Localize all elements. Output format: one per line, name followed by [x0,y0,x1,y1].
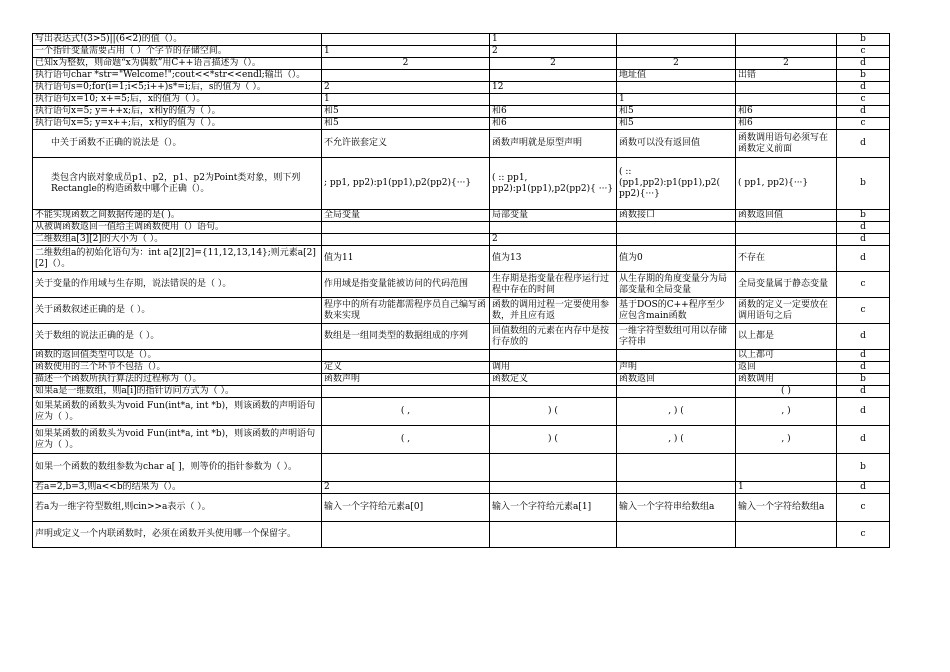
option-b-cell: 函数的调用过程一定要使用参数，并且应有返 [490,298,617,324]
option-c-cell: 2 [617,58,736,70]
option-a-cell: 和5 [322,106,490,118]
table-row [33,494,890,522]
option-d-cell: ( pp1, pp2){···} [736,158,837,210]
option-d-cell: 返回 [736,362,837,374]
option-b-cell [490,222,617,234]
option-c-cell: 1 [617,94,736,106]
option-b-cell: ) ( [490,398,617,426]
answer-cell: d [837,426,890,454]
option-d-cell [736,454,837,482]
answer-cell: c [837,118,890,130]
option-c-cell: 一维字符型数组可用以存储字符串 [617,324,736,350]
option-b-cell: ( :: pp1, pp2):p1(pp1),p2(pp2){ ···} [490,158,617,210]
question-cell: 执行语句char *str="Welcome!";cout<<*str<<endl;输出（）。 [33,70,322,82]
option-b-cell: 和6 [490,118,617,130]
table-row [33,58,890,70]
answer-cell: b [837,210,890,222]
answer-cell: d [837,82,890,94]
table-row [33,482,890,494]
option-a-cell: 程序中的所有功能都需程序员自己编写函数来实现 [322,298,490,324]
option-d-cell: 输入一个字符给数组a [736,494,837,522]
answer-cell: b [837,454,890,482]
option-c-cell: , ) ( [617,398,736,426]
option-c-cell: , ) ( [617,426,736,454]
table-row [33,222,890,234]
table-row [33,210,890,222]
answer-cell: b [837,34,890,46]
question-cell: 执行语句s=0;for(i=1;i<5;i++)s*=i;后，s的值为（ ）。 [33,82,322,94]
option-c-cell [617,222,736,234]
question-cell: 如果某函数的函数头为void Fun(int*a, int *b)，则该函数的声明语句应为（ ）。 [33,426,322,454]
answer-cell: d [837,246,890,272]
option-b-cell: ) ( [490,426,617,454]
option-c-cell: 和5 [617,118,736,130]
question-cell: 中关于函数不正确的说法是（）。 [33,130,322,158]
question-cell: 从被调函数返回一值给主调函数使用（）语句。 [33,222,322,234]
question-cell: 如果a是一维数组，则a[i]的指针访问方式为（ ）。 [33,386,322,398]
option-b-cell: 2 [490,58,617,70]
answer-cell: c [837,522,890,548]
table-row [33,454,890,482]
answer-cell: d [837,350,890,362]
answer-cell: d [837,362,890,374]
option-a-cell: 不允许嵌套定义 [322,130,490,158]
option-a-cell: ; pp1, pp2):p1(pp1),p2(pp2){···} [322,158,490,210]
question-table [32,33,890,548]
option-d-cell: 全局变量属于静态变量 [736,272,837,298]
option-d-cell [736,46,837,58]
option-c-cell [617,482,736,494]
answer-cell: c [837,298,890,324]
option-a-cell [322,222,490,234]
option-b-cell [490,522,617,548]
answer-cell: d [837,130,890,158]
table-row [33,272,890,298]
option-a-cell: 和5 [322,118,490,130]
option-b-cell: 和6 [490,106,617,118]
table-row [33,246,890,272]
option-d-cell: 2 [736,58,837,70]
table-row [33,158,890,210]
option-b-cell: 函数定义 [490,374,617,386]
table-row [33,398,890,426]
option-c-cell: 输入一个字符串给数组a [617,494,736,522]
option-a-cell: 2 [322,482,490,494]
question-cell: 如果某函数的函数头为void Fun(int*a, int *b)，则该函数的声明语句应为（ ）。 [33,398,322,426]
table-row [33,70,890,82]
table-row [33,94,890,106]
option-d-cell: , ) [736,398,837,426]
question-cell: 二维数组a的初始化语句为：int a[2][2]={11,12,13,14};则元素a[2][2]（）。 [33,246,322,272]
option-c-cell: 函数返回 [617,374,736,386]
option-b-cell: 输入一个字符给元素a[1] [490,494,617,522]
option-a-cell: 值为11 [322,246,490,272]
table-row [33,374,890,386]
question-cell: 声明或定义一个内联函数时，必须在函数开头使用哪一个保留字。 [33,522,322,548]
option-a-cell [322,454,490,482]
option-c-cell [617,82,736,94]
option-c-cell: 地址值 [617,70,736,82]
answer-cell: d [837,386,890,398]
option-c-cell: 从生存期的角度变量分为局部变量和全局变量 [617,272,736,298]
option-c-cell: 基于DOS的C++程序至少应包含main函数 [617,298,736,324]
question-cell: 不能实现函数之间数据传递的是( )。 [33,210,322,222]
option-d-cell [736,234,837,246]
option-b-cell: 1 [490,34,617,46]
option-a-cell: 1 [322,46,490,58]
answer-cell: d [837,58,890,70]
option-d-cell: 1 [736,482,837,494]
answer-cell: c [837,94,890,106]
answer-cell: c [837,272,890,298]
option-c-cell [617,46,736,58]
option-d-cell [736,82,837,94]
question-cell: 二维数组a[3][2]的大小为（ ）。 [33,234,322,246]
question-cell: 若a为一维字符型数组,则cin>>a表示（ ）。 [33,494,322,522]
table-row [33,130,890,158]
answer-cell: d [837,482,890,494]
option-b-cell: 局部变量 [490,210,617,222]
option-b-cell: 12 [490,82,617,94]
table-row [33,46,890,58]
table-row [33,350,890,362]
option-a-cell: ( , [322,398,490,426]
question-cell: 执行语句x=5; y=++x;后，x和y的值为（ ）。 [33,106,322,118]
table-row [33,386,890,398]
option-a-cell: 作用域是指变量能被访问的代码范围 [322,272,490,298]
question-table-body [33,34,890,548]
question-cell: 若a=2,b=3,则a<<b的结果为（）。 [33,482,322,494]
option-b-cell [490,350,617,362]
option-b-cell: 回值数组的元素在内存中是按行存放的 [490,324,617,350]
option-d-cell [736,222,837,234]
option-a-cell: 2 [322,82,490,94]
answer-cell: b [837,70,890,82]
option-a-cell: 函数声明 [322,374,490,386]
option-c-cell [617,350,736,362]
option-a-cell [322,70,490,82]
table-row [33,298,890,324]
option-b-cell: 2 [490,234,617,246]
option-d-cell: 函数返回值 [736,210,837,222]
option-a-cell: 输入一个字符给元素a[0] [322,494,490,522]
option-c-cell [617,522,736,548]
option-d-cell: 函数调用语句必须写在函数定义前面 [736,130,837,158]
table-row [33,324,890,350]
option-b-cell: 函数声明就是原型声明 [490,130,617,158]
table-row [33,426,890,454]
option-d-cell: 和6 [736,106,837,118]
table-row [33,234,890,246]
table-row [33,362,890,374]
option-a-cell [322,234,490,246]
question-cell: 函数使用的三个环节不包括（）。 [33,362,322,374]
question-cell: 已知x为整数，则命题“x为偶数”用C++语言描述为（）。 [33,58,322,70]
table-row [33,118,890,130]
option-d-cell: 函数的定义一定要放在调用语句之后 [736,298,837,324]
option-a-cell [322,386,490,398]
answer-cell: b [837,158,890,210]
option-d-cell: ( ) [736,386,837,398]
question-cell: 关于数组的说法正确的是（ ）。 [33,324,322,350]
option-b-cell [490,94,617,106]
option-d-cell: 函数调用 [736,374,837,386]
question-cell: 一个指针变量需要占用（ ）个字节的存储空间。 [33,46,322,58]
option-c-cell [617,454,736,482]
question-cell: 描述一个函数所执行算法的过程称为（）。 [33,374,322,386]
question-cell: 写出表达式!(3>5)||(6<2)的值（）。 [33,34,322,46]
question-cell: 如果一个函数的数组参数为char a[ ]，则等价的指针参数为（ ）。 [33,454,322,482]
option-a-cell [322,350,490,362]
answer-cell: d [837,234,890,246]
option-a-cell [322,522,490,548]
option-d-cell: , ) [736,426,837,454]
option-b-cell: 2 [490,46,617,58]
option-c-cell [617,34,736,46]
table-row [33,34,890,46]
option-c-cell [617,234,736,246]
option-c-cell: 函数可以没有返回值 [617,130,736,158]
option-c-cell: ( :: (pp1,pp2):p1(pp1),p2( pp2){···} [617,158,736,210]
option-a-cell: 数组是一组同类型的数据组成的序列 [322,324,490,350]
table-row [33,106,890,118]
option-b-cell: 生存期是指变量在程序运行过程中存在的时间 [490,272,617,298]
option-d-cell: 以上都可 [736,350,837,362]
question-cell: 类包含内嵌对象成员p1、p2，p1、p2为Point类对象，则下列Rectangle的构造函数中哪个正确（）。 [33,158,322,210]
option-b-cell [490,386,617,398]
answer-cell: d [837,398,890,426]
question-cell: 函数的返回值类型可以是（）。 [33,350,322,362]
table-row [33,522,890,548]
option-b-cell: 调用 [490,362,617,374]
option-c-cell: 函数接口 [617,210,736,222]
option-d-cell: 出错 [736,70,837,82]
answer-cell: b [837,374,890,386]
answer-cell: c [837,46,890,58]
option-d-cell [736,94,837,106]
option-c-cell: 值为0 [617,246,736,272]
option-b-cell [490,70,617,82]
option-b-cell: 值为13 [490,246,617,272]
answer-cell: d [837,222,890,234]
answer-cell: c [837,494,890,522]
question-cell: 关于变量的作用域与生存期，说法错误的是（ ）。 [33,272,322,298]
option-b-cell [490,482,617,494]
option-d-cell: 不存在 [736,246,837,272]
option-c-cell [617,386,736,398]
option-a-cell: ( , [322,426,490,454]
option-a-cell: 全局变量 [322,210,490,222]
option-d-cell [736,34,837,46]
option-b-cell [490,454,617,482]
option-d-cell: 和6 [736,118,837,130]
option-a-cell: 2 [322,58,490,70]
answer-cell: d [837,106,890,118]
question-cell: 关于函数叙述正确的是（ ）。 [33,298,322,324]
option-a-cell: 定义 [322,362,490,374]
question-cell: 执行语句x=5; y=x++;后，x和y的值为（ ）。 [33,118,322,130]
option-d-cell: 以上都是 [736,324,837,350]
option-d-cell [736,522,837,548]
answer-cell: d [837,324,890,350]
table-row [33,82,890,94]
option-c-cell: 和5 [617,106,736,118]
option-a-cell: 1 [322,94,490,106]
option-c-cell: 声明 [617,362,736,374]
question-cell: 执行语句x=10; x+=5;后，x的值为（ ）。 [33,94,322,106]
option-a-cell [322,34,490,46]
